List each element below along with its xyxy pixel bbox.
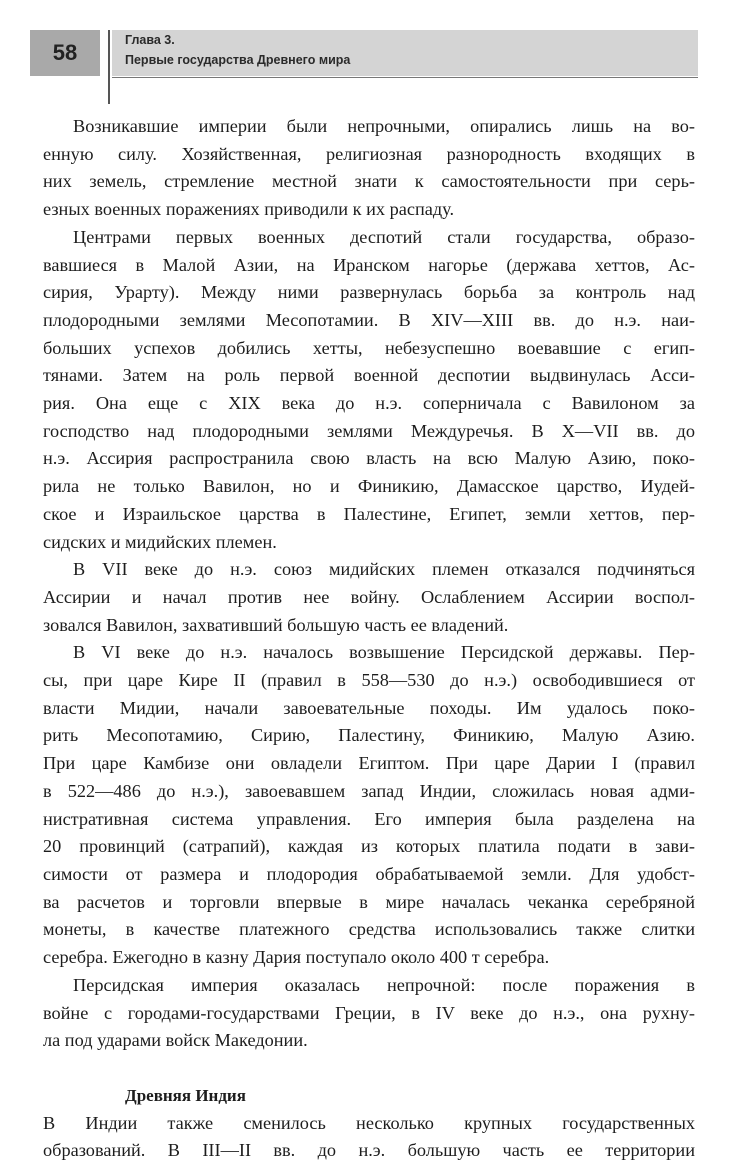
paragraph xyxy=(43,113,695,224)
text-line: больших успехов добились хетты, небезуспешно воевавшие с егип- xyxy=(43,337,695,358)
paragraph xyxy=(43,224,695,556)
text-line: сидских и мидийских племен. xyxy=(43,531,277,552)
text-line: В Индии также сменилось несколько крупных государственных xyxy=(43,1112,695,1133)
text-line: езных военных поражениях приводили к их распаду. xyxy=(43,199,455,220)
text-line: В VI веке до н.э. началось возвышение Персидской державы. Пер- xyxy=(73,642,695,663)
text-line: симости от размера и плодородия обрабатываемой земли. Для удобст- xyxy=(43,863,695,884)
paragraph xyxy=(43,1110,695,1165)
text-line: плодородными землями Месопотамии. В XIV—XIII вв. до н.э. наи- xyxy=(43,309,695,330)
text-line: Ассирии и начал против нее войну. Ослаблением Ассирии воспол- xyxy=(43,586,695,607)
text-line: н.э. Ассирия распространила свою власть на всю Малую Азию, поко- xyxy=(43,448,695,469)
chapter-label: Глава 3. xyxy=(125,33,175,47)
section-heading: Древняя Индия xyxy=(125,1085,246,1105)
text-line: 20 провинций (сатрапий), каждая из которых платила подати в зави- xyxy=(43,836,695,857)
text-line: монеты, в качестве платежного средства использовались также слитки xyxy=(43,919,695,940)
text-line: в 522—486 до н.э.), завоевавшем запад Индии, сложилась новая адми- xyxy=(43,780,695,801)
chapter-title: Первые государства Древнего мира xyxy=(125,53,351,67)
page-header xyxy=(0,0,737,110)
text-line: нистративная система управления. Его империя была разделена на xyxy=(43,808,695,829)
text-line: тянами. Затем на роль первой военной деспотии выдвинулась Асси- xyxy=(43,365,695,386)
text-line: Возникавшие империи были непрочными, опирались лишь на во- xyxy=(73,116,695,136)
text-line: образований. В III—II вв. до н.э. большую часть ее территории xyxy=(43,1140,695,1161)
text-line: сирия, Урарту). Между ними развернулась борьба за контроль над xyxy=(43,282,695,303)
text-line: ское и Израильское царства в Палестине, Египет, земли хеттов, пер- xyxy=(43,503,695,524)
text-line: власти Мидии, начали завоевательные походы. Им удалось поко- xyxy=(43,697,695,718)
text-line: В VII веке до н.э. союз мидийских племен отказался подчиняться xyxy=(73,559,695,580)
page-number: 58 xyxy=(30,30,100,76)
text-line: зовался Вавилон, захвативший большую часть ее владений. xyxy=(43,614,509,635)
text-line: серебра. Ежегодно в казну Дария поступало около 400 т серебра. xyxy=(43,947,550,968)
text-line: ла под ударами войск Македонии. xyxy=(43,1030,308,1051)
text-line: Центрами первых военных деспотий стали государства, образо- xyxy=(73,226,695,247)
text-line: рить Месопотамию, Сирию, Палестину, Финикию, Малую Азию. xyxy=(43,725,695,746)
text-line: При царе Камбизе они овладели Египтом. При царе Дарии I (правил xyxy=(43,753,695,774)
header-rule xyxy=(112,77,698,78)
text-line: рила не только Вавилон, но и Финикию, Дамасское царство, Иудей- xyxy=(43,476,695,497)
text-line: енную силу. Хозяйственная, религиозная разнородность входящих в xyxy=(43,143,695,164)
text-line: них земель, стремление местной знати к самостоятельности при серь- xyxy=(43,171,695,192)
text-line: сы, при царе Кире II (правил в 558—530 до н.э.) освободившиеся от xyxy=(43,670,695,691)
text-line: ва расчетов и торговли впервые в мире началась чеканка серебряной xyxy=(43,891,695,912)
paragraph xyxy=(43,972,695,1055)
paragraph xyxy=(43,639,695,971)
text-line: господство над плодородными землями Междуречья. В X—VII вв. до xyxy=(43,420,695,441)
text-line: вавшиеся в Малой Азии, на Иранском нагорье (держава хеттов, Ас- xyxy=(43,254,695,275)
header-divider xyxy=(108,30,110,104)
text-line: рия. Она еще с XIX века до н.э. соперничала с Вавилоном за xyxy=(43,393,695,414)
page-body xyxy=(43,113,695,1165)
text-line: войне с городами-государствами Греции, в IV веке до н.э., она рухну- xyxy=(43,1002,695,1023)
text-line: Персидская империя оказалась непрочной: после поражения в xyxy=(73,974,695,995)
paragraph xyxy=(43,556,695,639)
